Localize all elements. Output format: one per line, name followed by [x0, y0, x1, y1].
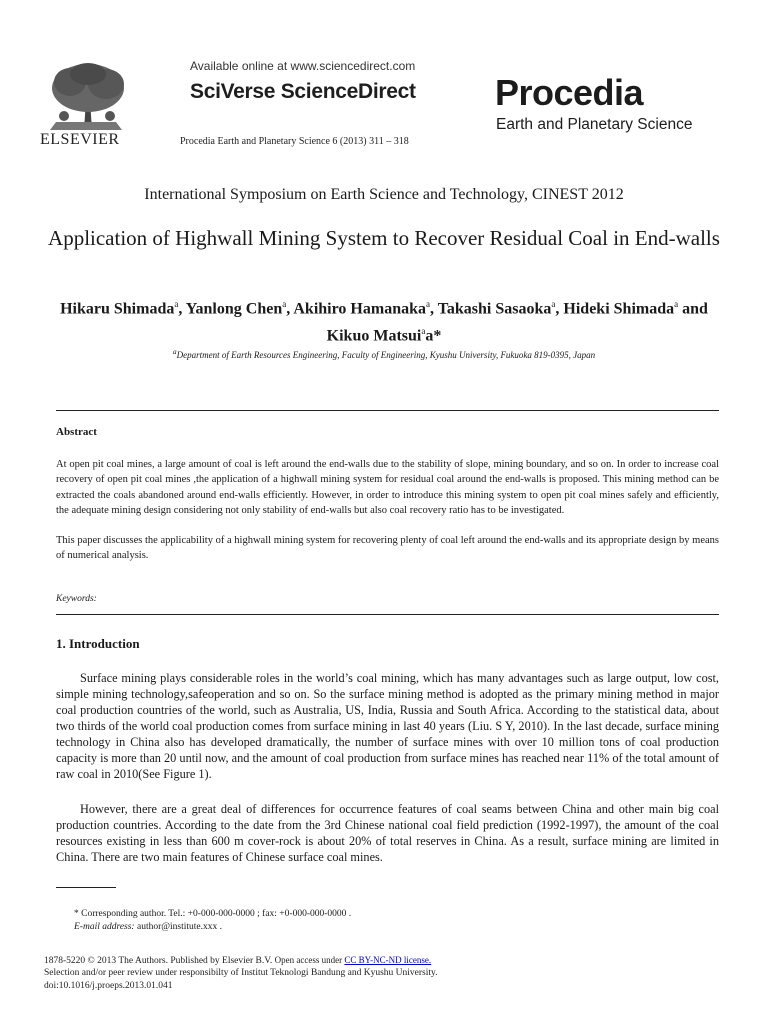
author-separator: a* — [425, 327, 442, 345]
open-access-text: Open access under — [274, 955, 345, 965]
abstract-paragraph-2: This paper discusses the applicability of a highwall mining system for recovering plenty of coal left around the end-walls and its appropriate design by means of numerical analysis. — [56, 535, 719, 562]
journal-brand: Procedia — [495, 72, 644, 113]
author-affiliation-sup: a — [674, 299, 679, 309]
email-label: E-mail address: — [74, 922, 135, 932]
author-name: Kikuo Matsui — [326, 327, 422, 345]
author-name: Hideki Shimada — [563, 300, 675, 318]
author-separator: , — [555, 300, 564, 318]
author-affiliation-sup: a — [551, 299, 556, 309]
abstract-paragraph-1: At open pit coal mines, a large amount of coal is left around the end-walls due to the stability of slope, mining boundary, and so on. In order to increase coal recovery of open pit coal mines ,the application of a highwall mining system for residual coal around the end-walls is proposed. This mining method can be extracted the coals abandoned around end-walls efficiently. However, in order to introduce this mining system to open pit coal mines safely and efficiently, the adequate mining design considering not only stability of end-walls but also coal recovery ratio has to be investigated. — [56, 459, 719, 516]
author-separator: , — [429, 300, 438, 318]
author-name: Akihiro Hamanaka — [293, 300, 426, 318]
author-separator: , — [178, 300, 186, 318]
keywords-label: Keywords: — [56, 594, 97, 604]
availability-line — [190, 59, 415, 73]
abstract-heading: Abstract — [56, 426, 97, 438]
issn-text: 1878-5220 © 2013 The Authors. Published by Elsevier B.V. — [44, 956, 275, 966]
author-affiliation-sup: a — [425, 299, 430, 309]
affiliation-sup: a — [172, 347, 177, 356]
author-name: Hikaru Shimada — [60, 300, 175, 318]
publisher-name: ELSEVIER — [40, 131, 120, 148]
email-value: author@institute.xxx . — [134, 922, 222, 932]
intro-paragraph-2: However, there are a great deal of differences for occurrence features of coal seams between China and other main big coal production countries. According to the date from the 3rd Chinese national coal field prediction (1992-1997), the amount of the coal resources existing in less than 600 m cover-rock is about 20% of total reserves in China. As a result, surface mining are limited in China. There are two main features of Chinese surface coal mines. — [56, 802, 719, 864]
author-name: Takashi Sasaoka — [437, 300, 552, 318]
section-heading-introduction: 1. Introduction — [56, 636, 140, 651]
abstract-top-rule — [56, 410, 719, 411]
journal-subtitle: Earth and Planetary Science — [496, 116, 693, 133]
affiliation — [40, 347, 728, 360]
author-affiliation-sup: a — [282, 299, 287, 309]
platform-brand: SciVerse ScienceDirect — [190, 80, 416, 103]
paper-title: Application of Highwall Mining System to Recover Residual Coal in End-walls — [48, 226, 720, 250]
sciencedirect-link[interactable]: www.sciencedirect.com — [290, 59, 416, 73]
author-name: Yanlong Chen — [185, 300, 283, 318]
copyright-line — [44, 955, 431, 966]
affiliation-text: Department of Earth Resources Engineering, Faculty of Engineering, Kyushu University, Fukuoka 819-0395, Japan — [176, 350, 596, 360]
abstract-bottom-rule — [56, 614, 719, 615]
corresponding-author-note: * Corresponding author. Tel.: +0-000-000-0000 ; fax: +0-000-000-0000 . — [74, 909, 352, 919]
journal-citation: Procedia Earth and Planetary Science 6 (2013) 311 – 318 — [180, 136, 409, 147]
author-separator: and — [678, 300, 708, 318]
license-link[interactable]: CC BY-NC-ND license. — [344, 955, 432, 965]
footnote-rule — [56, 887, 116, 888]
email-note — [74, 922, 222, 932]
author-affiliation-sup: a — [421, 326, 426, 337]
symposium-name: International Symposium on Earth Science and Technology, CINEST 2012 — [144, 186, 624, 203]
author-list — [40, 293, 728, 348]
author-affiliation-sup: a — [174, 299, 179, 309]
doi-line: doi:10.1016/j.proeps.2013.01.041 — [44, 981, 173, 991]
availability-prefix: Available online at — [190, 59, 291, 73]
author-separator: , — [286, 300, 294, 318]
peer-review-line: Selection and/or peer review under responsibilty of Institut Teknologi Bandung and Kyushu University. — [44, 968, 438, 978]
intro-paragraph-1: Surface mining plays considerable roles in the world’s coal mining, which has many advantages such as large output, low cost, simple mining technology,safeoperation and so on. So the surface mining method is adopted as the primary mining method in major coal production countries of the world, such as Australia, US, India, Russia and South Africa. According to the statistical data, about two thirds of the world coal production comes from surface mining in last 40 years (Liu. S Y, 2010). In the last decade, surface mining technology in China also has developed dramatically, the number of surface mines with over 10 million tons of coal production capacity is more than 20 until now, and the amount of coal production from surface mines has reached near 11% of the total amount of raw coal in 2010(See Figure 1). — [56, 671, 719, 781]
